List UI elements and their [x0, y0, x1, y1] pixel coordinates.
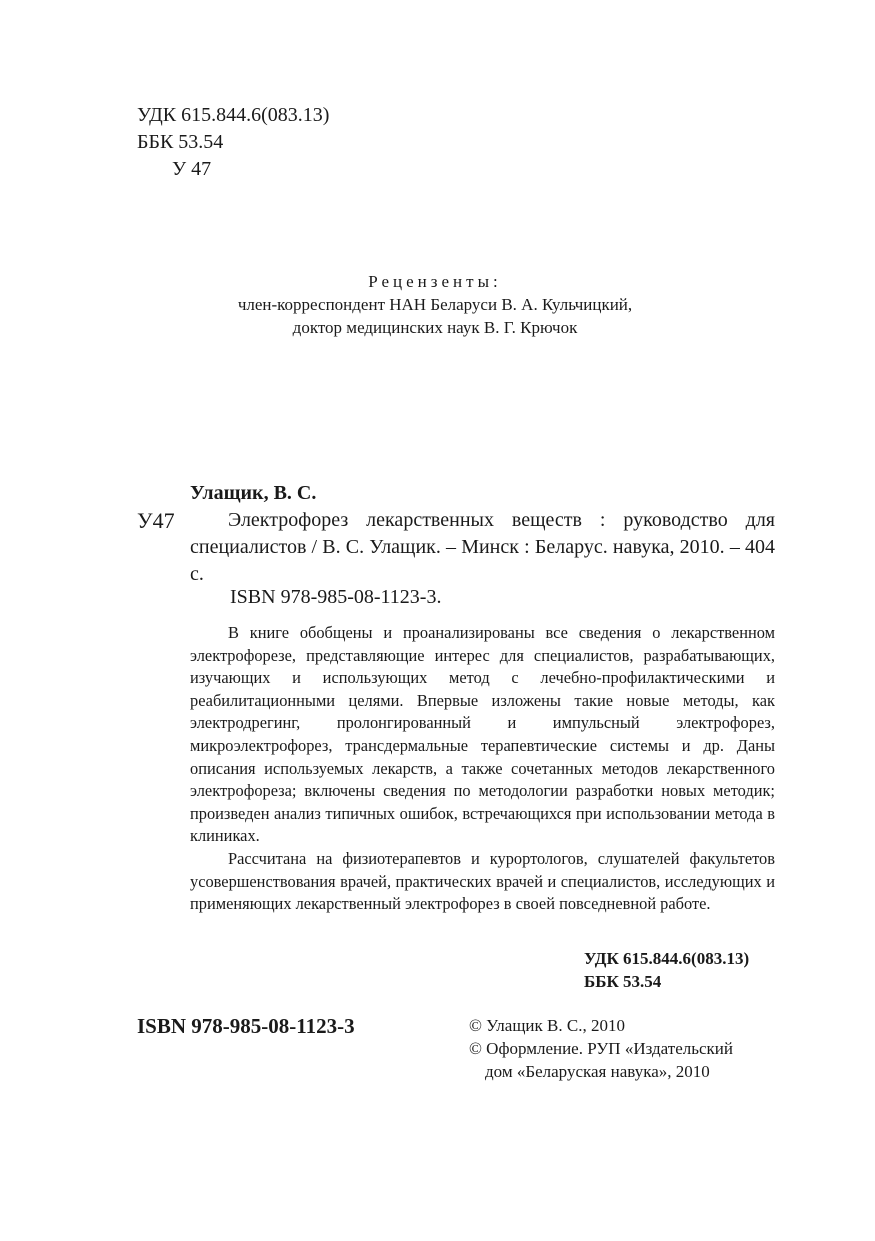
bbk-code: ББК 53.54: [137, 131, 224, 153]
footer-udk: УДК 615.844.6(083.13): [584, 949, 750, 968]
copyright-line: дом «Беларуская навука», 2010: [485, 1062, 710, 1081]
author-mark: У 47: [172, 158, 212, 180]
udk-code: УДК 615.844.6(083.13): [137, 104, 330, 126]
reviewers-heading: Рецензенты:: [368, 272, 502, 291]
author-name: Улащик, В. С.: [190, 482, 317, 504]
copyright-line: © Оформление. РУП «Издательский: [469, 1039, 733, 1058]
footer-bbk: ББК 53.54: [584, 972, 662, 991]
footer-classification: [584, 947, 749, 993]
reviewer-line: доктор медицинских наук В. Г. Крючок: [292, 318, 578, 337]
entry-isbn: ISBN 978-985-08-1123-3.: [230, 586, 442, 608]
classification-block: [137, 102, 329, 183]
bibliographic-description: [190, 507, 775, 588]
abstract-block: [190, 622, 775, 916]
isbn-main: ISBN 978-985-08-1123-3: [137, 1014, 355, 1038]
abstract-paragraph: Рассчитана на физиотерапевтов и курортологов, слушателей факультетов усовершенствования врачей, практических врачей и специалистов, исследующих и применяющих лекарственный электрофорез в своей повседневной работе.: [190, 848, 775, 914]
reviewers-block: [180, 270, 690, 339]
author-code: У47: [137, 508, 175, 533]
copyright-block: [469, 1014, 733, 1083]
copyright-line: © Улащик В. С., 2010: [469, 1016, 625, 1035]
reviewer-line: член-корреспондент НАН Беларуси В. А. Кульчицкий,: [237, 295, 633, 314]
abstract-paragraph: В книге обобщены и проанализированы все сведения о лекарственном электрофорезе, представляющие интерес для специалистов, разрабатывающих, изучающих и использующих метод с лечебно-профилактическими и реабилитационными целями. Впервые изложены такие новые методы, как электродрегинг, пролонгированный и импульсный электрофорез, микроэлектрофорез, трансдермальные терапевтические системы и др. Даны описания используемых лекарств, а также сочетанных методов лекарственного электрофореза; включены сведения по методологии разработки новых методик; произведен анализ типичных ошибок, встречающихся при использовании метода в клиниках.: [190, 623, 775, 846]
description-text: Электрофорез лекарственных веществ : руководство для специалистов / В. С. Улащик. – Минск : Беларус. навука, 2010. – 404 с.: [190, 509, 775, 585]
